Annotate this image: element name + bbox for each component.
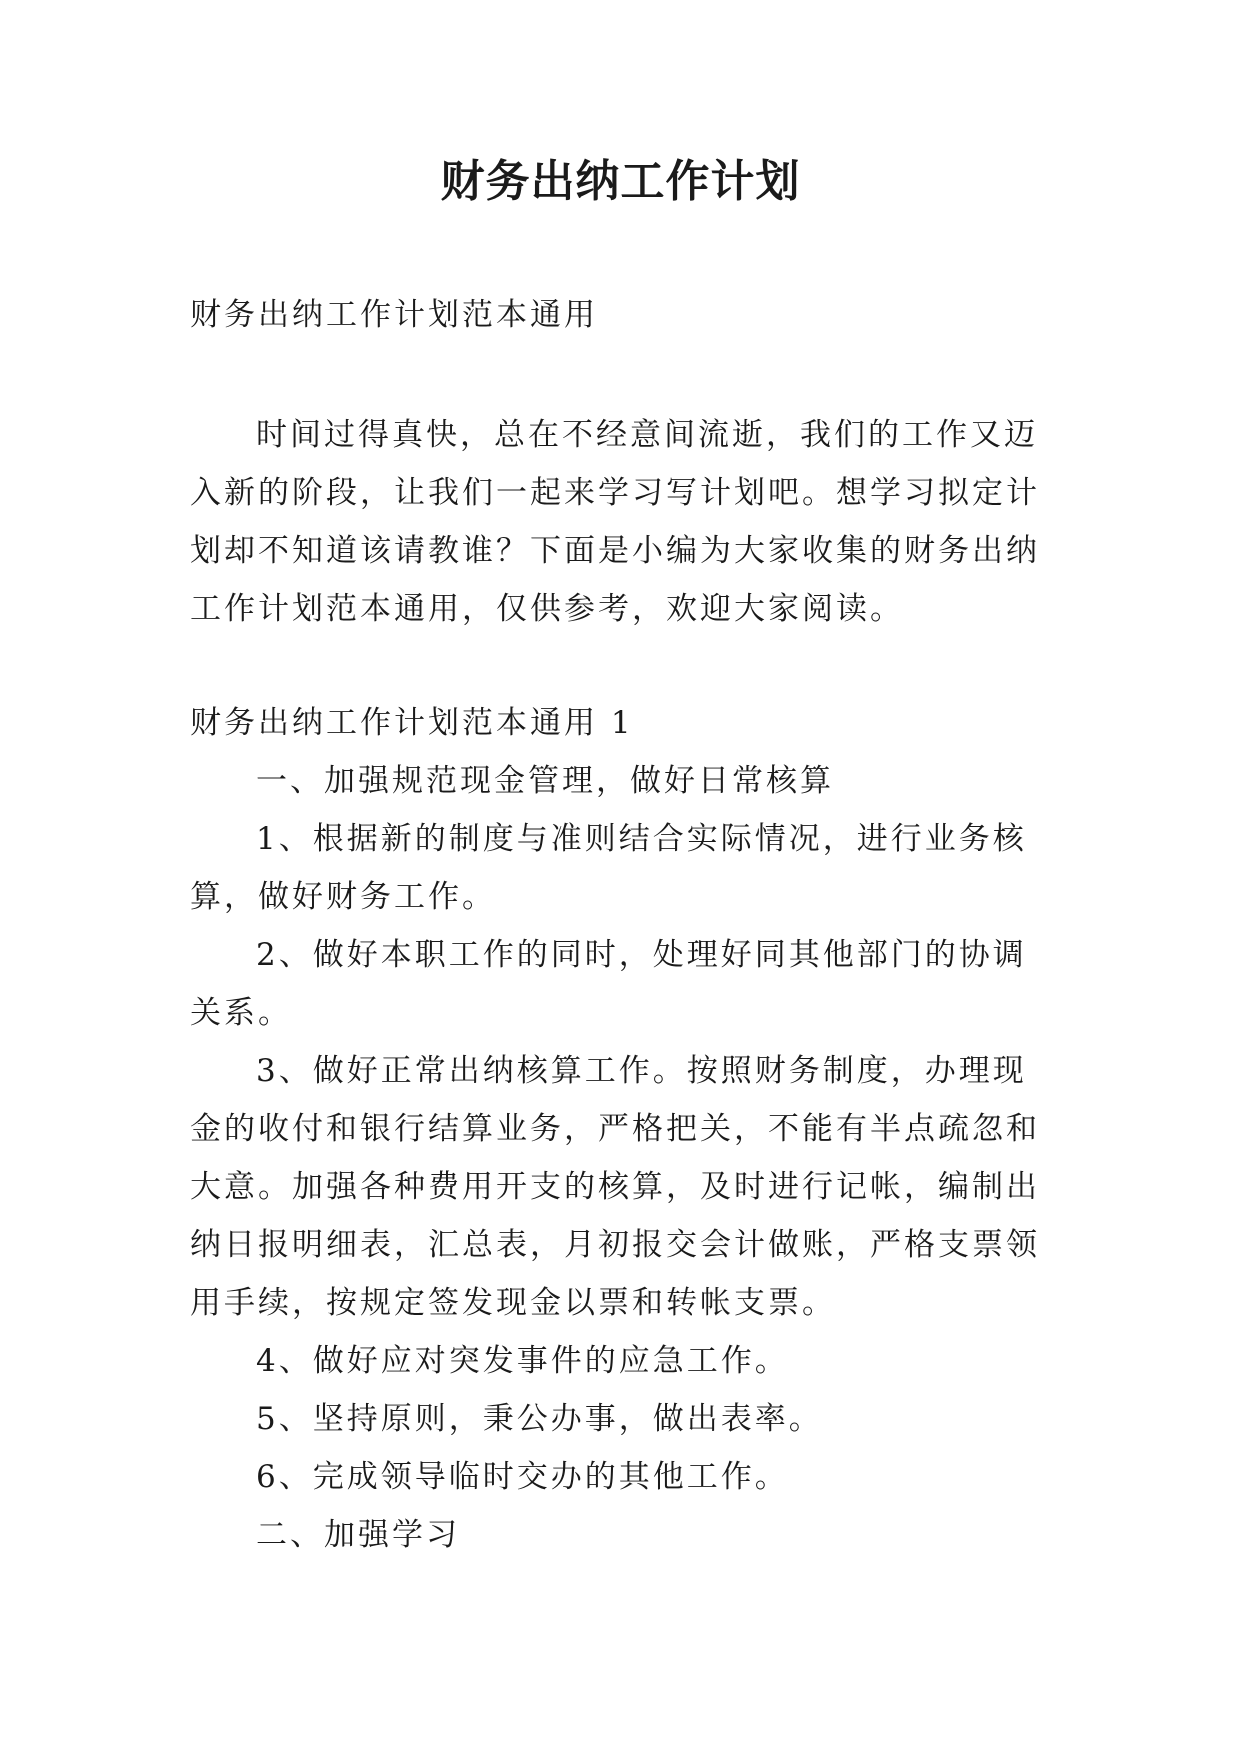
part-heading: 二、加强学习 [256, 1517, 460, 1553]
section-heading: 财务出纳工作计划范本通用 1 [190, 705, 634, 741]
list-item: 2、做好本职工作的同时，处理好同其他部门的协调关系。 [190, 937, 1027, 1031]
part-heading: 一、加强规范现金管理，做好日常核算 [256, 763, 834, 799]
page-title: 财务出纳工作计划 [440, 156, 801, 207]
list-item: 3、做好正常出纳核算工作。按照财务制度，办理现金的收付和银行结算业务，严格把关，不能有半点疏忽和大意。加强各种费用开支的核算，及时进行记帐，编制出纳日报明细表，汇总表，月初报交会计做账，严格支票领用手续，按规定签发现金以票和转帐支票。 [190, 1053, 1040, 1321]
list-item: 4、做好应对突发事件的应急工作。 [256, 1343, 789, 1379]
intro-paragraph: 时间过得真快，总在不经意间流逝，我们的工作又迈入新的阶段，让我们一起来学习写计划吧。想学习拟定计划却不知道该请教谁？下面是小编为大家收集的财务出纳工作计划范本通用，仅供参考，欢迎大家阅读。 [190, 417, 1040, 627]
document-body [190, 694, 1060, 1564]
list-item: 5、坚持原则，秉公办事，做出表率。 [256, 1401, 823, 1437]
document-subtitle: 财务出纳工作计划范本通用 [190, 297, 598, 333]
list-item: 1、根据新的制度与准则结合实际情况，进行业务核算，做好财务工作。 [190, 821, 1027, 915]
list-item: 6、完成领导临时交办的其他工作。 [256, 1459, 789, 1495]
